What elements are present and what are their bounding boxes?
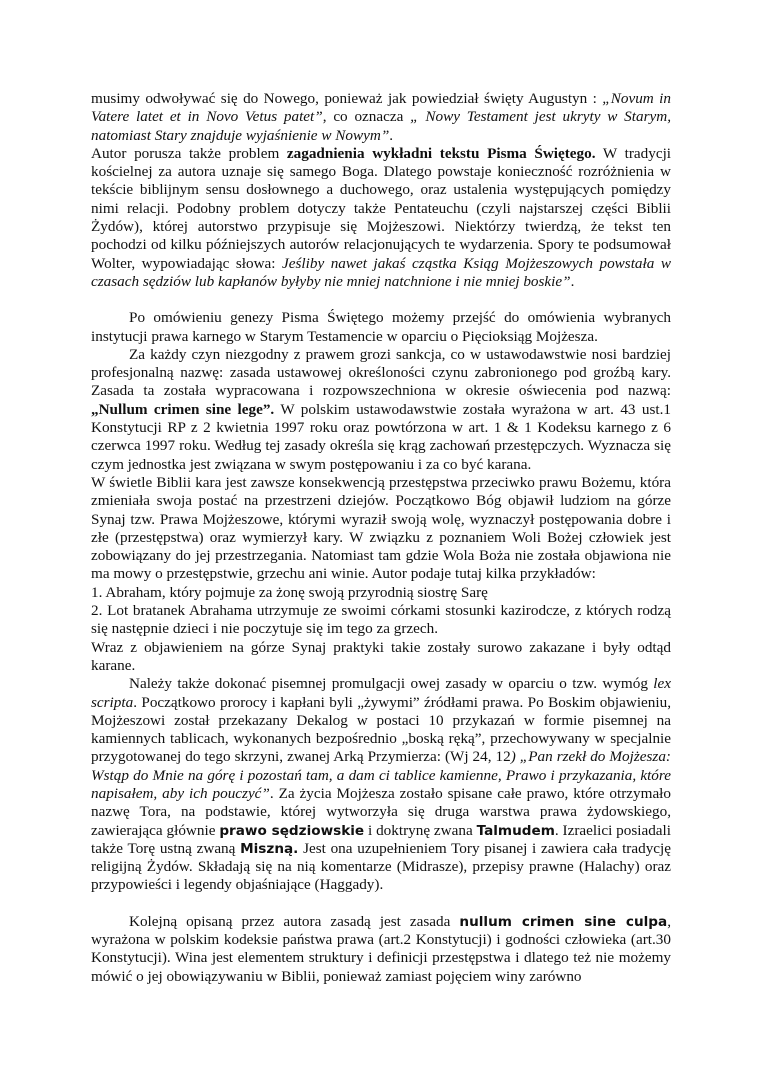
bold-term: „Nullum crimen sine lege”. xyxy=(91,400,275,418)
paragraph-sinai-prohibition xyxy=(91,639,671,676)
paragraph-genesis-summary xyxy=(91,309,671,346)
document-page xyxy=(91,90,671,986)
text-run: 1. Abraham, który pojmuje za żonę swoją przyrodnią siostrę Sarę xyxy=(91,583,488,601)
italic-quote: lex scripta xyxy=(91,675,671,711)
paragraph-biblical-punishment xyxy=(91,474,671,584)
text-run: i doktrynę zwana xyxy=(364,821,477,839)
text-run: Za każdy czyn niezgodny z prawem grozi sankcja, co w ustawodawstwie nosi bardziej profesjonalną nazwę: zasada ustawowej określoności czynu zabronionego pod groźbą kary. Zasada ta została wypracowana i rozpowszechniona w okresie oświecenia pod nazwą: xyxy=(91,345,671,400)
text-run: Kolejną opisaną przez autora zasadą jest zasada xyxy=(129,912,460,930)
text-run: , co oznacza xyxy=(322,108,411,126)
italic-quote: ) „Pan rzekł do Mojżesza: Wstąp do Mnie na górę i pozostań tam, a dam ci tablice kamienne, Prawo i przykazania, które napisałem, aby ich pouczyć” xyxy=(91,748,671,802)
text-run: Autor porusza także problem xyxy=(91,144,287,162)
list-item-abraham xyxy=(91,584,671,602)
italic-quote: „ Nowy Testament jest ukryty w Starym, natomiast Stary znajduje wyjaśnienie w Nowym” xyxy=(91,108,671,144)
text-run: . xyxy=(389,126,394,144)
text-run: 2. Lot bratanek Abrahama utrzymuje ze swoimi córkami stosunki kazirodcze, z których rodzą się następnie dzieci i nie poczytuje się im tego za grzech. xyxy=(91,602,671,638)
text-run: . Początkowo prorocy i kapłani byli „żywymi” źródłami prawa. Po Boskim objawieniu, Mojżeszowi został przekazany Dekalog w postaci 10 przykazań w formie pisemnej na kamiennych tablicach, wykonanych bezpośrednio „boską ręką”, przechowywany w specjalnie przygotowanej do tego skrzyni, zwanej Arką Przymierza: (Wj 24, 12 xyxy=(91,693,671,766)
italic-quote: Jeśliby nawet jakaś cząstka Ksiąg Mojżeszowych powstała w czasach sędziów lub kapłanów byłyby nie mniej natchnione i nie mniej boskie” xyxy=(91,254,671,290)
paragraph-nullum-crimen-sine-lege xyxy=(91,346,671,474)
bold-term: prawo sędziowskie xyxy=(219,822,365,839)
text-run: W polskim ustawodawstwie została wyrażona w art. 43 ust.1 Konstytucji RP z 2 kwietnia 1997 roku oraz powtórzona w art. 1 & 1 Kodeksu karnego z 6 czerwca 1997 roku. Według tej zasady określa się krąg zachowań przestępczych. Wyznacza się czym jednostka jest związana w swym postępowaniu i za co być karana. xyxy=(91,400,671,473)
list-item-lot xyxy=(91,602,671,639)
text-run: . Izraelici posiadali także Torę ustną zwaną xyxy=(91,821,671,857)
text-run: W świetle Biblii kara jest zawsze konsekwencją przestępstwa przeciwko prawu Bożemu, która zmieniała swoja postać na przestrzeni dziejów. Początkowo Bóg objawił ludziom na górze Synaj tzw. Prawa Mojżeszowe, którymi wyraził swoją wolę, wyznaczył postępowania dobre i złe (przestępstwa) oraz wymierzył kary. W związku z poznaniem Woli Bożej człowiek jest zobowiązany do jej przestrzegania. Natomiast tam gdzie Wola Boża nie została objawiona nie ma mowy o przestępstwie, grzechu ani winie. Autor podaje tutaj kilka przykładów: xyxy=(91,473,671,583)
bold-term: Miszną. xyxy=(240,840,299,857)
text-run: Jest ona uzupełnieniem Tory pisanej i zawiera cała tradycję religijną Żydów. Składają się na nią komentarze (Midrasze), przepisy prawne (Halachy) oraz przypowieści i legendy objaśniające (Haggady). xyxy=(91,839,671,894)
paragraph-augustine-quote xyxy=(91,90,671,145)
text-run: W tradycji kościelnej za autora uznaje się samego Boga. Dlatego powstaje konieczność rozróżnienia w tekście biblijnym sensu dosłownego a duchowego, oraz ustalenia występujących pomiędzy nimi relacji. Podobny problem dotyczy także Pentateuchu (czyli najstarszej części Biblii Żydów), której autorstwo przypisuje się Mojżeszowi. Niektórzy twierdzą, że tekst ten pochodzi od kilku późniejszych autorów relacjonujących te wydarzenia. Spory te podsumował Wolter, wypowiadając słowa: xyxy=(91,144,672,272)
paragraph-interpretation xyxy=(91,145,671,291)
paragraph-nullum-crimen-sine-culpa xyxy=(91,913,671,986)
text-run: musimy odwoływać się do Nowego, ponieważ jak powiedział święty Augustyn : xyxy=(91,90,603,107)
paragraph-lex-scripta xyxy=(91,675,671,895)
text-run: Należy także dokonać pisemnej promulgacji owej zasady w oparciu o tzw. wymóg xyxy=(129,675,654,693)
text-run: . xyxy=(570,272,575,290)
text-run: . Za życia Mojżesza zostało spisane całe prawo, które otrzymało nazwę Tora, na podstawie, której wytworzyła się druga warstwa prawa żydowskiego, zawierająca głównie xyxy=(91,784,671,839)
text-run: , wyrażona w polskim kodeksie państwa prawa (art.2 Konstytucji) i godności człowieka (art.30 Konstytucji). Wina jest elementem struktury i definicji przestępstwa i dlatego też nie możemy mówić o jej obowiązywaniu w Biblii, ponieważ zamiast pojęciem winy zarówno xyxy=(91,912,671,985)
bold-term: nullum crimen sine culpa xyxy=(459,913,668,930)
text-run: Po omówieniu genezy Pisma Świętego możemy przejść do omówienia wybranych instytucji prawa karnego w Starym Testamencie w oparciu o Pięcioksiąg Mojżesza. xyxy=(91,309,671,345)
bold-term: zagadnienia wykładni tekstu Pisma Świętego. xyxy=(286,144,596,162)
text-run: Wraz z objawieniem na górze Synaj praktyki takie zostały surowo zakazane i były odtąd karane. xyxy=(91,638,671,674)
italic-quote: „Novum in Vatere latet et in Novo Vetus patet” xyxy=(91,90,671,126)
bold-term: Talmudem xyxy=(476,822,555,839)
